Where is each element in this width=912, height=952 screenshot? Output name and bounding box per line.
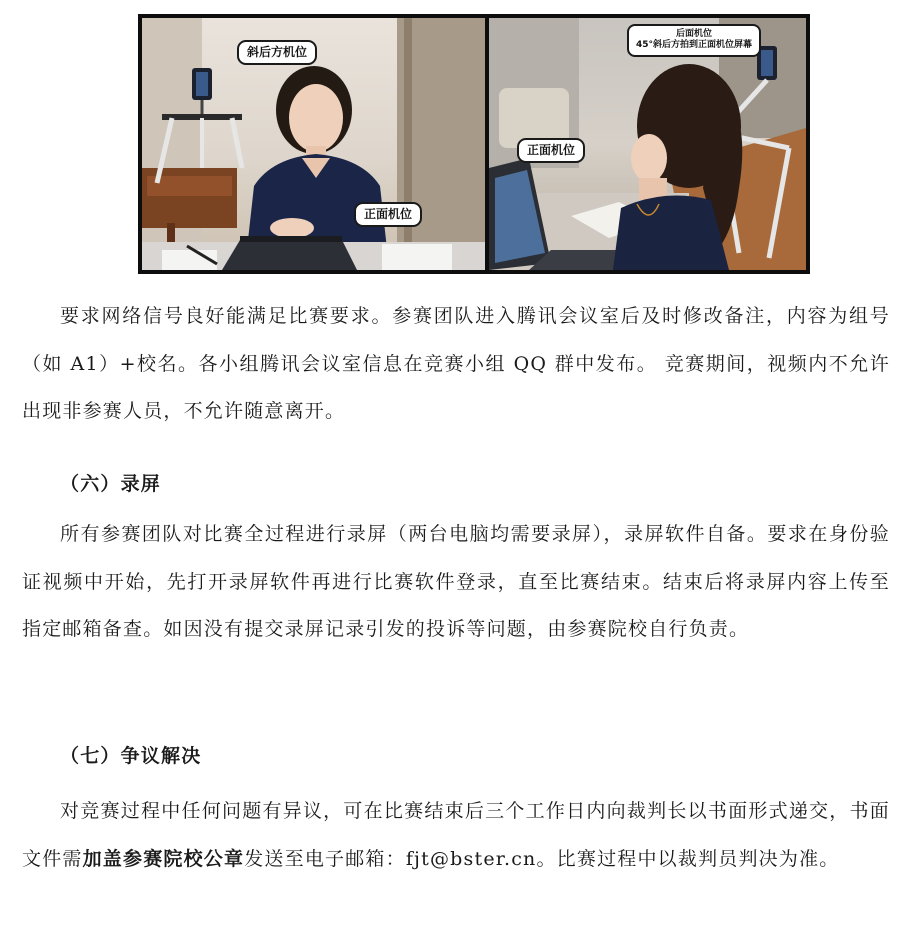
label-rear-line1: 后面机位: [676, 29, 713, 39]
label-front-camera: 正面机位: [354, 202, 422, 227]
label-rear-camera-45: [627, 24, 761, 57]
paragraph-dispute-resolution: [22, 788, 890, 883]
official-seal-requirement: 加盖参赛院校公章: [82, 847, 245, 870]
paragraph-network-requirements: 要求网络信号良好能满足比赛要求。参赛团队进入腾讯会议室后及时修改备注，内容为组号（如 A1）+校名。各小组腾讯会议室信息在竞赛小组 QQ 群中发布。 竞赛期间，视频内不允许出现非参赛人员，不允许随意离开。: [22, 305, 890, 422]
camera-setup-photo: [138, 14, 810, 274]
section-heading-recording: （六）录屏: [60, 473, 162, 495]
label-front-camera-right: 正面机位: [517, 138, 585, 163]
dispute-text-start: 对竞赛过程中任何问题有异议，可在比赛结束后三个工作日内向裁判长以书面形式递交，书面文件需: [22, 800, 890, 870]
photo-front-view: [142, 18, 485, 270]
section-heading-dispute: （七）争议解决: [60, 745, 202, 767]
label-rear-line2: 45°斜后方拍到正面机位屏幕: [636, 40, 753, 51]
paragraph-screen-recording: 所有参赛团队对比赛全过程进行录屏（两台电脑均需要录屏），录屏软件自备。要求在身份验证视频中开始，先打开录屏软件再进行比赛软件登录，直至比赛结束。结束后将录屏内容上传至指定邮箱备查。如因没有提交录屏记录引发的投诉等问题，由参赛院校自行负责。: [22, 523, 890, 640]
photo-rear-view: [489, 18, 806, 270]
label-rear-camera: 斜后方机位: [237, 40, 317, 65]
dispute-text-end: 发送至电子邮箱：fjt@bster.cn。比赛过程中以裁判员判决为准。: [244, 847, 840, 870]
